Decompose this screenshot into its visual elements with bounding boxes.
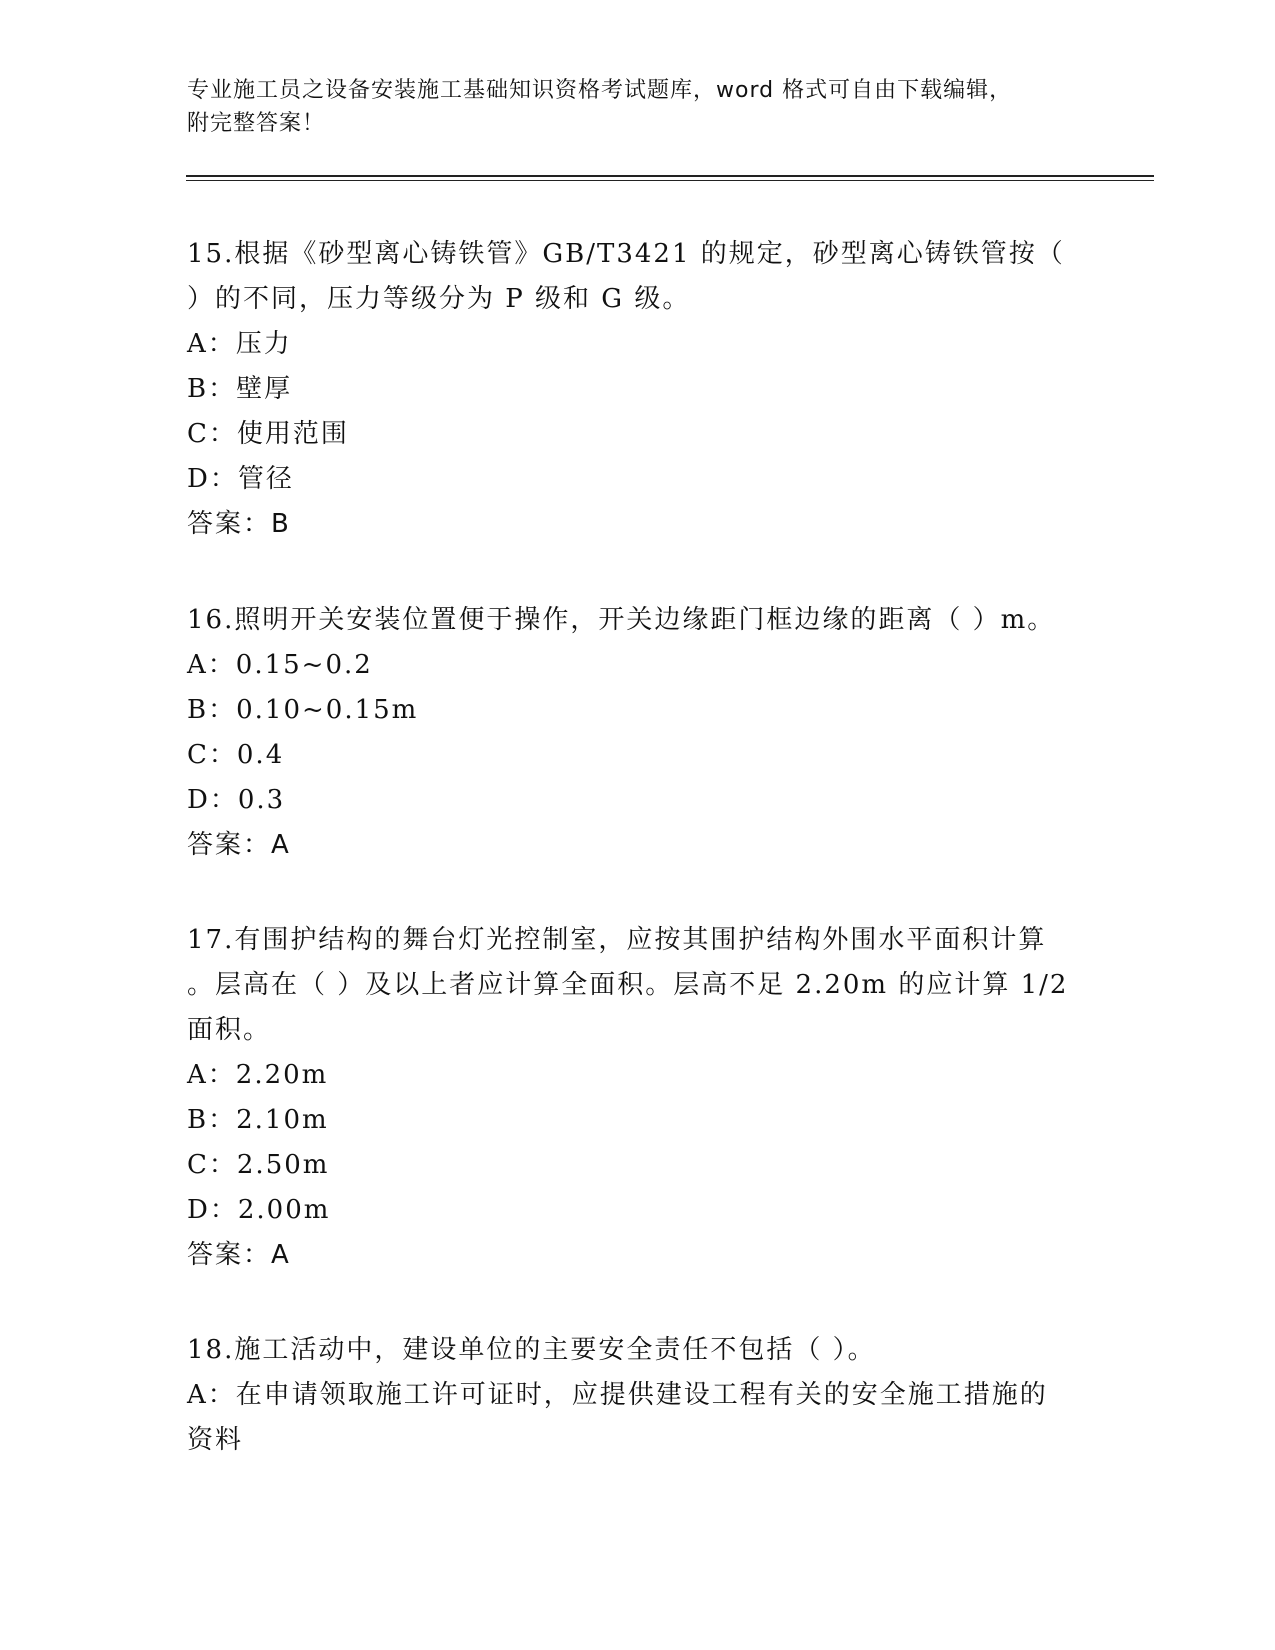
header-line-2: 附完整答案！ xyxy=(187,111,326,136)
option-b: B：壁厚 xyxy=(187,374,293,404)
answer: 答案：B xyxy=(187,509,291,539)
option-a-continued: 资料 xyxy=(187,1425,244,1455)
option-b: B：0.10~0.15m xyxy=(187,695,419,725)
document-header xyxy=(187,74,1067,140)
option-c: C：2.50m xyxy=(187,1150,330,1180)
question-stem: 18.施工活动中，建设单位的主要安全责任不包括（ ）。 xyxy=(187,1335,876,1365)
option-b: B：2.10m xyxy=(187,1105,329,1135)
option-c: C：0.4 xyxy=(187,740,285,770)
question-stem: 面积。 xyxy=(187,1015,272,1045)
option-d: D：2.00m xyxy=(187,1195,331,1225)
option-d: D：0.3 xyxy=(187,785,286,815)
question-stem: 。层高在（ ）及以上者应计算全面积。层高不足 2.20m 的应计算 1/2 xyxy=(187,970,1069,1000)
question-stem: 17.有围护结构的舞台灯光控制室，应按其围护结构外围水平面积计算 xyxy=(187,925,1047,955)
option-a: A：在申请领取施工许可证时，应提供建设工程有关的安全施工措施的 xyxy=(187,1380,1048,1410)
header-divider-bottom xyxy=(186,180,1154,181)
question-17 xyxy=(187,918,1087,1278)
question-16 xyxy=(187,598,1087,868)
question-stem: 15.根据《砂型离心铸铁管》GB/T3421 的规定，砂型离心铸铁管按（ xyxy=(187,239,1065,269)
option-a: A：2.20m xyxy=(187,1060,329,1090)
option-a: A：0.15~0.2 xyxy=(187,650,373,680)
question-18 xyxy=(187,1328,1087,1463)
question-stem: 16.照明开关安装位置便于操作，开关边缘距门框边缘的距离（ ）m。 xyxy=(187,605,1056,635)
answer: 答案：A xyxy=(187,1240,291,1270)
question-15 xyxy=(187,232,1087,547)
question-stem: ）的不同，压力等级分为 P 级和 G 级。 xyxy=(187,284,691,314)
option-c: C：使用范围 xyxy=(187,419,349,449)
header-divider-top xyxy=(186,175,1154,177)
header-line-1: 专业施工员之设备安装施工基础知识资格考试题库，word 格式可自由下载编辑， xyxy=(187,78,1013,103)
option-a: A：压力 xyxy=(187,329,292,359)
answer: 答案：A xyxy=(187,830,291,860)
option-d: D：管径 xyxy=(187,464,294,494)
